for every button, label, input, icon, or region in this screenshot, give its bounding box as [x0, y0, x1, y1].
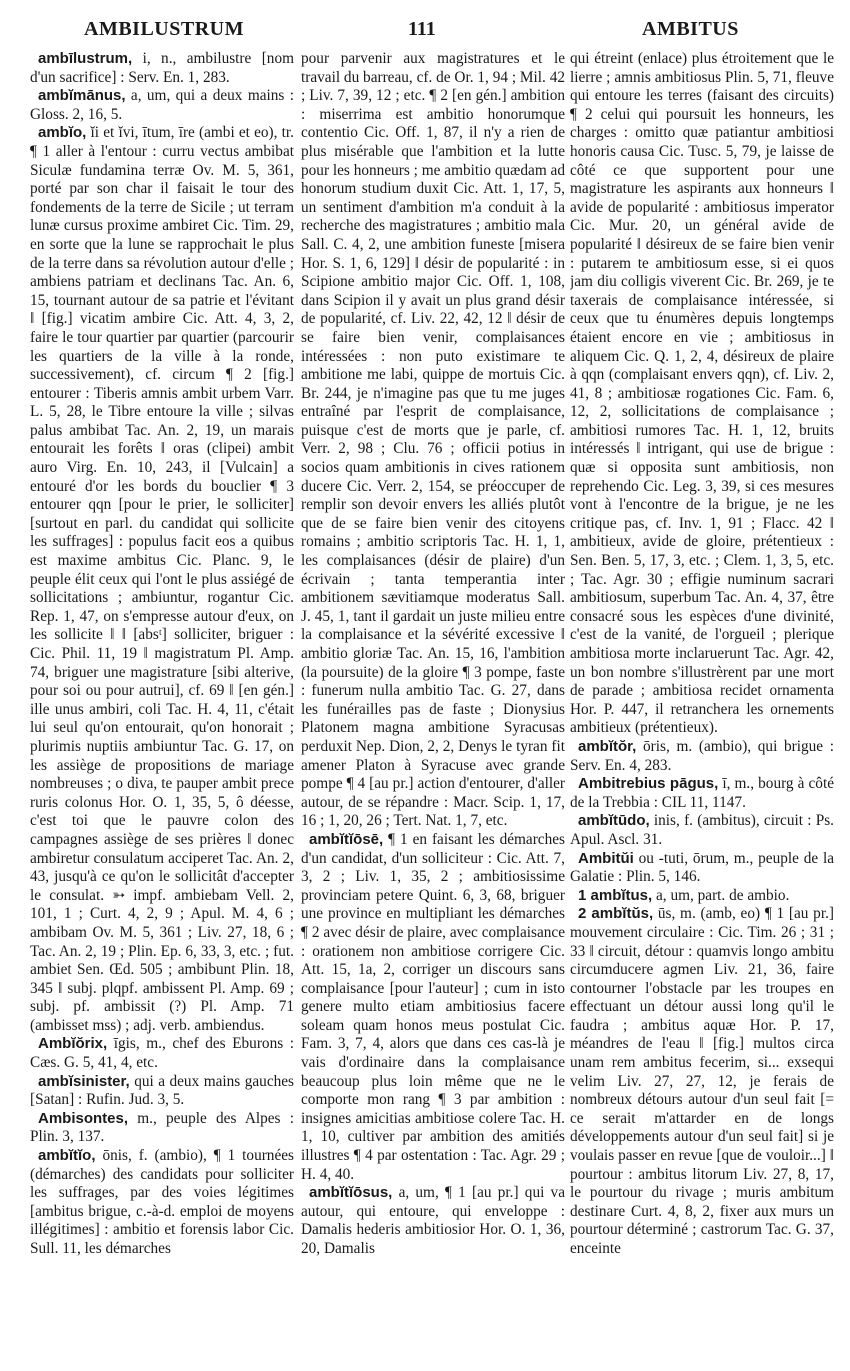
dictionary-entry	[30, 124, 294, 1035]
dictionary-entry	[30, 1110, 294, 1147]
entry-headword: ambĭo,	[38, 124, 87, 142]
column-right	[570, 50, 834, 1365]
dictionary-entry	[30, 1147, 294, 1259]
dictionary-entry	[30, 1035, 294, 1072]
entry-text: i, n., ambilustre [nom d'un sacrifice] : Serv. En. 1, 283.	[30, 50, 294, 86]
dictionary-entry	[301, 50, 565, 831]
entry-headword: ambĭtŏr,	[578, 737, 637, 755]
entry-text: qui a deux mains gauches [Satan] : Rufin. Jud. 3, 5.	[30, 1072, 294, 1109]
page-header	[0, 14, 850, 50]
dictionary-entry	[570, 775, 834, 812]
entry-headword: Ambĭŏrix,	[38, 1035, 108, 1053]
entry-text: ou -tuti, ōrum, m., peuple de la Galatie : Plin. 5, 146.	[570, 849, 834, 886]
entry-headword: 1 ambĭtus,	[578, 886, 653, 904]
dictionary-entry	[301, 1184, 565, 1258]
dictionary-entry	[570, 905, 834, 1258]
dictionary-entry	[570, 738, 834, 775]
running-head-right: AMBITUS	[642, 18, 739, 40]
column-middle	[301, 50, 565, 1365]
entry-headword: ambĭtĭōsē,	[309, 830, 384, 848]
dictionary-entry	[570, 50, 834, 738]
entry-text: m., peuple des Alpes : Plin. 3, 137.	[30, 1109, 294, 1146]
entry-text: īgis, m., chef des Eburons : Cæs. G. 5, 41, 4, etc.	[30, 1035, 294, 1072]
entry-headword: ambīlustrum,	[38, 50, 133, 67]
dictionary-entry	[30, 1073, 294, 1110]
entry-text: ¶ 1 en faisant les démarches d'un candidat, d'un solliciteur : Cic. Att. 7, 3, 2 ; Liv. 1, 35, 2 ; ambitiosissime provinciam petere Quint. 6, 3, 68, briguer une province en multipliant les démarches ¶ 2 avec désir de plaire, avec complaisance : orationem non ambitiose corrigere Cic. Att. 15, 1a, 2, corriger un discours sans complaisance [pour l'auteur] ; cum in isto genere multo etiam ambitiosius facere soleam quam honos meus postulat Cic. Fam. 3, 7, 4, alors que dans ces cas-là je vais d'ordinaire dans la complaisance beaucoup plus loin même que ne le comporte mon rang ¶ 3 par ambition : insignes amicitias ambitiose colere Tac. H. 1, 10, cultiver par ambition des amitiés illustres ¶ 4 par ostentation : Tac. Agr. 29 ; H. 4, 40.	[301, 830, 565, 1183]
entry-headword: ambĭsinister,	[38, 1072, 130, 1090]
dictionary-entry	[301, 831, 565, 1184]
entry-headword: Ambisontes,	[38, 1109, 129, 1127]
dictionary-entry	[30, 87, 294, 124]
dictionary-entry	[570, 887, 834, 906]
entry-headword: Ambitŭi	[578, 849, 634, 867]
entry-text: ĭi et ĭvi, ītum, īre (ambi et eo), tr. ¶ 1 aller à l'entour : curru vectus ambibat Siculæ fundamina terræ Ov. M. 5, 361, porté par son char il faisait le tour des fondements de la terre de Sicile ; ut terram lunæ cursus proxime ambiret Cic. Tim. 29, en sorte que la lune se rapprochait le plus de la terre dans sa révolution autour d'elle ; ambiens patriam et declinans Tac. An. 6, 15, tournant autour de sa patrie et l'évitant ‖ [fig.] vicatim ambire Cic. Att. 4, 3, 2, faire le tour quartier par quartier (parcourir les quartiers de la ville à la ronde, successivement), cf. circum ¶ 2 [fig.] entourer : Tiberis amnis ambit urbem Varr. L. 5, 28, le Tibre entoure la ville ; silvas palus ambibat Tac. An. 2, 19, un marais entourait les forêts ‖ oras (clipei) ambit auro Virg. En. 10, 243, il [Vulcain] a entouré d'or les bords du bouclier ¶ 3 entourer qqn [pour le prier, le solliciter] [surtout en parl. du candidat qui sollicite les suffrages] : populus facit eos a quibus est maxime ambitus Cic. Planc. 9, le peuple élit ceux qui l'ont le plus assiégé de sollicitations ; ambiuntur, rogantur Cic. Rep. 1, 47, on s'empresse autour d'eux, on les sollicite ‖ ‖ [absᵗ] solliciter, briguer : Cic. Phil. 11, 19 ‖ magistratum Pl. Amp. 74, briguer une magistrature [sibi alterive, pour soi ou pour autrui], cf. 69 ‖ [en gén.] ille unus ambiri, coli Tac. H. 4, 11, c'était lui seul qu'on entourait, qu'on honorait ; plurimis nuptiis ambiuntur Tac. G. 17, on les assiège de propositions de mariage nombreuses ; o diva, te pauper ambit prece ruris colonus Hor. O. 1, 35, 5, ô déesse, c'est toi que le pauvre colon des campagnes assiège de ses prières ‖ donec ambiretur consulatum acciperet Tac. An. 2, 43, jusqu'à ce qu'on le sollicitât d'accepter le consulat. ➳ impf. ambiebam Vell. 2, 101, 1 ; Curt. 4, 2, 9 ; Apul. M. 4, 6 ; ambibam Ov. M. 5, 361 ; Liv. 27, 18, 6 ; Tac. An. 2, 19 ; Plin. Ep. 6, 33, 3, etc. ; fut. ambiet Sen. Œd. 505 ; ambibunt Plin. 18, 345 ‖ subj. plqpf. ambissent Pl. Amp. 69 ; subj. pf. ambissit (?) Pl. Amp. 71 (ambisset mss) ; adj. verb. ambiendus.	[30, 124, 294, 1034]
entry-text: ōris, m. (ambio), qui brigue : Serv. En. 4, 283.	[570, 737, 834, 774]
entry-text: a, um, part. de ambio.	[652, 886, 790, 904]
entry-headword: 2 ambĭtŭs,	[578, 905, 654, 923]
entry-headword: ambĭtūdo,	[578, 812, 650, 830]
dictionary-entry	[570, 850, 834, 887]
entry-headword: ambĭtĭōsus,	[309, 1184, 393, 1202]
column-left	[30, 50, 294, 1365]
entry-text: a, um, qui a deux mains : Gloss. 2, 16, 5.	[30, 87, 294, 123]
entry-text: ōnis, f. (ambio), ¶ 1 tournées (démarches) des candidats pour solliciter les suffrages, par des voies légitimes [ambitus brigue, c.-à-d. emploi de moyens illégitimes] : ambitio et forensis labor Cic. Sull. 11, les démarches	[30, 1147, 294, 1257]
running-head-left: AMBILUSTRUM	[84, 18, 244, 40]
entry-text: ūs, m. (amb, eo) ¶ 1 [au pr.] mouvement circulaire : Cic. Tim. 26 ; 31 ; 33 ‖ circuit, détour : quamvis longo ambitu circumducere agmen Liv. 21, 36, faire contourner l'obstacle par les troupes en effectuant un détour aussi long qu'il le faudra ; ambitus aquæ Hor. P. 17, méandres de l'eau ‖ [fig.] multos circa unam rem ambitus fecerim, si... exsequi velim Liv. 27, 27, 12, je ferais de nombreux détours autour d'un seul fait [= ce serait m'attarder en de longs développements autour d'un seul fait] si je voulais passer en revue [que de vouloir...] ‖ pourtour : ambitus litorum Liv. 27, 8, 17, le pourtour du rivage ; muris ambitum destinare Curt. 4, 8, 2, fixer aux murs un pourtour déterminé ; castrorum Tac. G. 37, enceinte	[570, 905, 834, 1257]
dictionary-entry	[570, 812, 834, 849]
entry-headword: ambĭmānus,	[38, 87, 126, 105]
dictionary-entry	[30, 50, 294, 87]
page-number: 111	[408, 18, 436, 40]
entry-text: pour parvenir aux magistratures et le travail du barreau, cf. de Or. 1, 94 ; Mil. 42 ; Liv. 7, 39, 12 ; etc. ¶ 2 [en gén.] ambition : miserrima est ambitio honorumque contentio Cic. Off. 1, 87, il n'y a rien de plus misérable que l'ambition et la lutte pour les honneurs ; me ambitio quædam ad honorum studium duxit Cic. Att. 1, 17, 5, un sentiment d'ambition m'a conduit à la recherche des magistratures ; ambitio mala Sall. C. 4, 2, une ambition funeste [misera Hor. S. 1, 6, 129] ‖ désir de popularité : in Scipione ambitio major Cic. Off. 1, 108, dans Scipion il y avait un plus grand désir de popularité, cf. Liv. 22, 42, 12 ‖ désir de se faire bien venir, complaisances intéressées : non puto existimare te ambitione me labi, quippe de mortuis Cic. Br. 244, je n'imagine pas que tu me juges entraîné par l'esprit de complaisance, puisque c'est de morts que je parle, cf. Verr. 2, 98 ; Clu. 76 ; officii potius in socios quam ambitionis in cives rationem ducere Cic. Verr. 2, 154, se préoccuper de remplir son devoir envers les alliés plutôt que de se faire bien venir des citoyens romains ; ambitio scriptoris Tac. H. 1, 1, les complaisances (désir de plaire) d'un écrivain ; tanta temperantia inter ambitionem sævitiamque moderatus Sall. J. 45, 1, tant il gardait un juste milieu entre la complaisance et la sévérité excessive ‖ ambitio gloriæ Tac. An. 15, 16, l'ambition (la poursuite) de la gloire ¶ 3 pompe, faste : funerum nulla ambitio Tac. G. 27, dans les funérailles pas de faste ; Dionysius Platonem magna ambitione Syracusas perduxit Nep. Dion, 2, 2, Denys le tyran fit amener Platon à Syracuse avec grande pompe ¶ 4 [au pr.] action d'entourer, d'aller autour, de se répandre : Macr. Scip. 1, 17, 16 ; 1, 20, 26 ; Tert. Nat. 1, 7, etc.	[301, 50, 565, 830]
entry-text: inis, f. (ambitus), circuit : Ps. Apul. Ascl. 31.	[570, 812, 834, 848]
entry-text: qui étreint (enlace) plus étroitement que le lierre ; amnis ambitiosus Plin. 5, 71, fleuve qui entoure les terres (faisant des circuits) ¶ 2 celui qui poursuit les honneurs, les charges : omitto quæ patiantur ambitiosi honoris causa Cic. Tusc. 5, 79, je laisse de côté ce que supportent pour une magistrature les aspirants aux honneurs ‖ avide de popularité : ambitiosus imperator Cic. Mur. 20, un général avide de popularité ‖ désireux de se faire bien venir : putarem te ambitiosum esse, si ei quos jam diu colligis viverent Cic. Br. 269, je te taxerais de complaisance intéressée, si ceux que tu énumères depuis longtemps étaient encore en vie ; ambitiosus in aliquem Cic. Q. 1, 2, 4, désireux de plaire à qqn (complaisant envers qqn), cf. Liv. 2, 41, 8 ; ambitiosæ rogationes Cic. Fam. 6, 12, 2, sollicitations de complaisance ; ambitiosi rumores Tac. H. 1, 12, bruits intéressés ‖ intrigant, qui use de brigue : quæ si opposita sunt ambitiosis, non reprehendo Cic. Leg. 3, 39, si ces mesures vont à l'encontre de la brigue, je ne les critique pas, cf. Inv. 1, 91 ; Flacc. 42 ‖ ambitieux, avide de gloire, prétentieux : Sen. Ben. 5, 17, 3, etc. ; Clem. 1, 3, 5, etc. ; Tac. Agr. 30 ; effigie numinum sacrari ambitiosum, superbum Tac. An. 4, 37, être consacré sous les espèces d'une divinité, c'est de la vanité, de l'orgueil ; plerique ambitiosa morte inclaruerunt Tac. Agr. 42, un bon nombre s'illustrèrent par une mort de parade ; ambitiosa recidet ornamenta Hor. P. 447, il retranchera les ornements ambitieux (prétentieux).	[570, 50, 834, 737]
entry-text: ī, m., bourg à côté de la Trebbia : CIL 11, 1147.	[570, 775, 834, 811]
entry-headword: Ambitrebius pāgus,	[578, 775, 719, 793]
entry-headword: ambĭtĭo,	[38, 1147, 96, 1165]
entry-text: a, um, ¶ 1 [au pr.] qui va autour, qui entoure, qui enveloppe : Damalis hederis ambitiosior Hor. O. 1, 36, 20, Damalis	[301, 1184, 565, 1257]
